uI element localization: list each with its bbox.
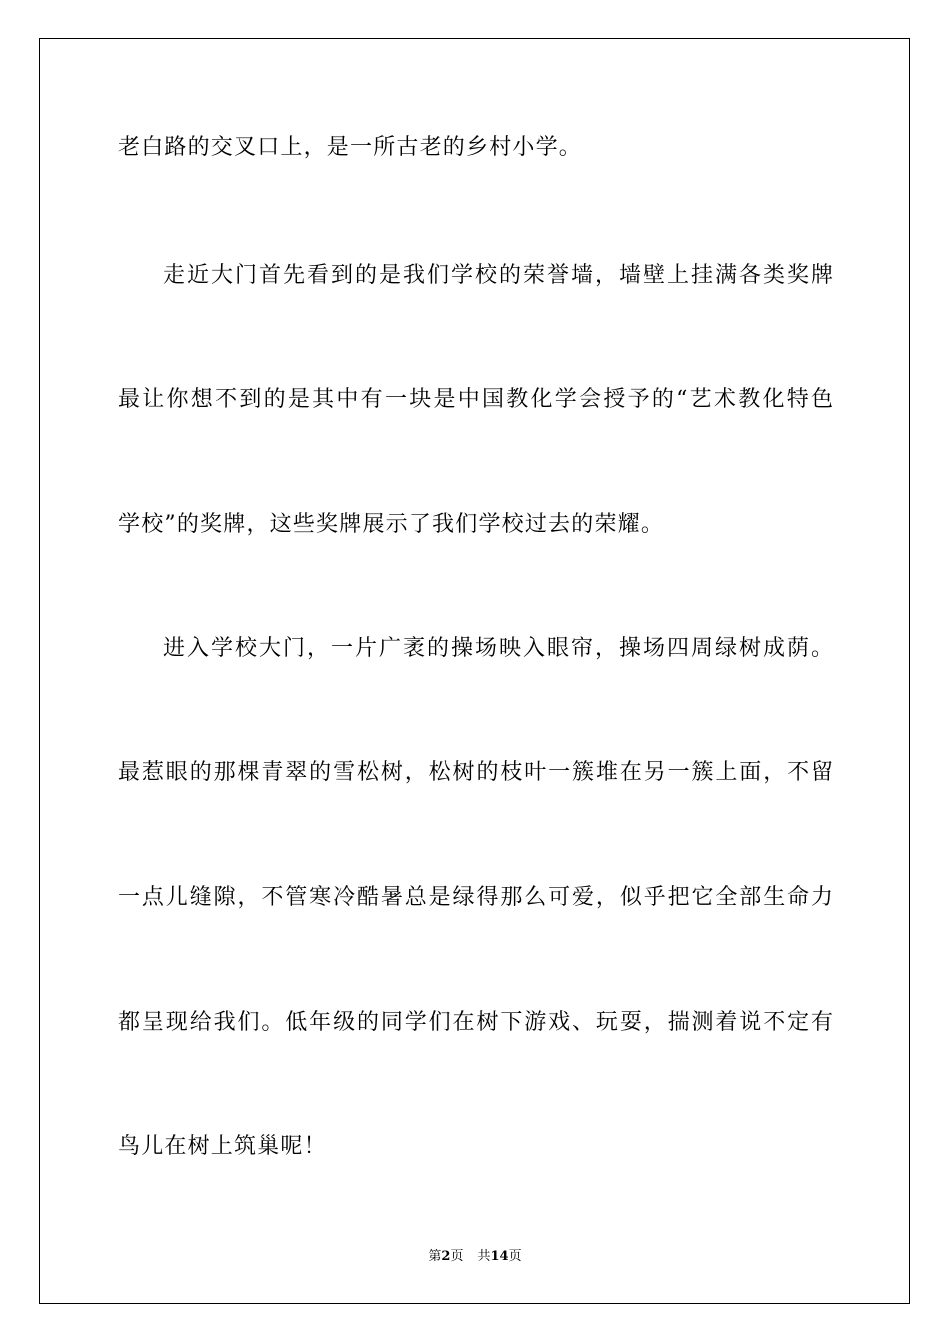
paragraph-line-9: 鸟儿在树上筑巢呢！ [118, 1134, 327, 1159]
total-prefix: 共 [477, 1249, 491, 1264]
paragraph-line-1: 老白路的交叉口上，是一所古老的乡村小学。 [118, 135, 583, 160]
page-suffix: 页 [450, 1249, 464, 1264]
page-footer [0, 1248, 950, 1266]
paragraph-line-3: 最让你想不到的是其中有一块是中国教化学会授予的“艺术教化特色 [118, 387, 833, 412]
paragraph-line-4: 学校”的奖牌，这些奖牌展示了我们学校过去的荣耀。 [118, 512, 665, 537]
paragraph-line-7: 一点儿缝隙，不管寒冷酷暑总是绿得那么可爱，似乎把它全部生命力 [118, 885, 833, 910]
paragraph-line-8: 都呈现给我们。低年级的同学们在树下游戏、玩耍，揣测着说不定有 [118, 1010, 833, 1035]
page-prefix: 第 [428, 1249, 442, 1264]
paragraph-line-2: 走近大门首先看到的是我们学校的荣誉墙，墙壁上挂满各类奖牌 [163, 263, 833, 288]
page-total: 14 [490, 1249, 509, 1264]
paragraph-line-5: 进入学校大门，一片广袤的操场映入眼帘，操场四周绿树成荫。 [163, 636, 833, 661]
paragraph-line-6: 最惹眼的那棵青翠的雪松树，松树的枝叶一簇堆在另一簇上面，不留 [118, 760, 833, 785]
page-border [39, 38, 910, 1304]
total-suffix: 页 [508, 1249, 522, 1264]
page-number: 2 [441, 1249, 451, 1264]
